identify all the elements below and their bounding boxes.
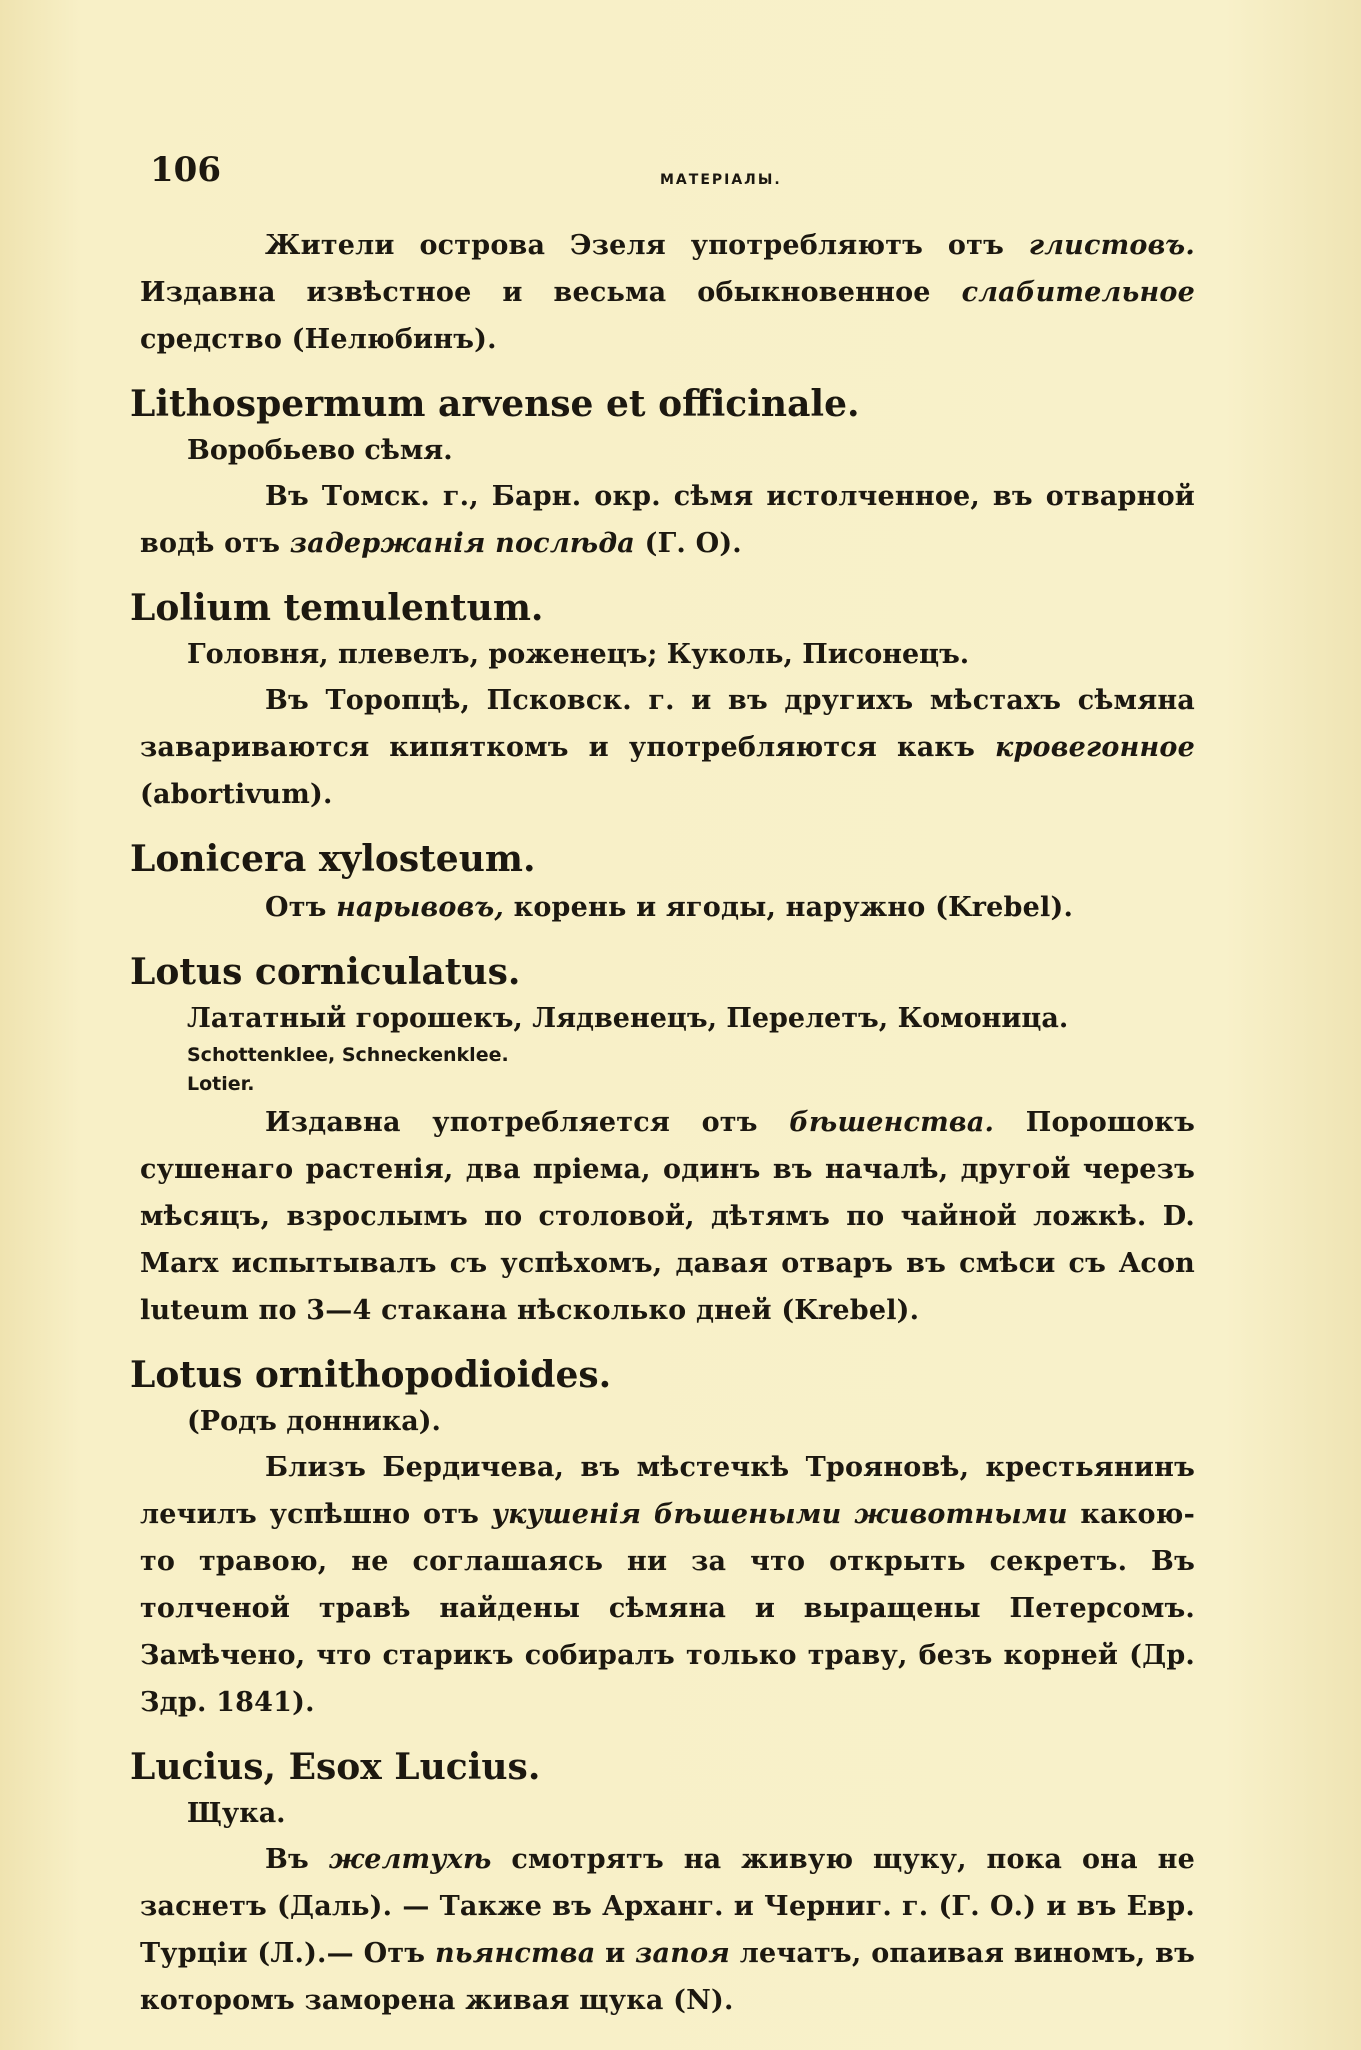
italic-text: задержанія послѣда [289, 528, 635, 559]
entry-body [140, 1836, 1195, 2024]
italic-text: слабительное [961, 277, 1195, 308]
text-run: Жители острова Эзеля употребляютъ отъ [265, 230, 1029, 261]
italic-text: глистовъ. [1028, 230, 1195, 261]
italic-text: желтухѣ [328, 1844, 492, 1875]
text-run: Порошокъ сушенаго растенія, два пріема, одинъ въ началѣ, другой черезъ мѣсяцъ, взрослымъ по столовой, дѣтямъ по чайной ложкѣ. D. Marx испытывалъ съ успѣхомъ, давая отваръ въ смѣси съ Acon luteum по 3—4 стакана нѣсколько дней (Krebel). [140, 1107, 1195, 1326]
page-content [130, 222, 1195, 2024]
entry-title: Lotus ornithopodioides. [130, 1354, 612, 1396]
dictionary-entry [130, 1352, 1195, 1726]
text-run: и [595, 1938, 636, 1969]
entry-title: Lolium temulentum. [130, 587, 544, 629]
dictionary-entry [130, 1744, 1195, 2024]
vernacular-names: Головня, плевелъ, роженецъ; Куколь, Писонецъ. [187, 639, 970, 670]
foreign-names: Lotier. [187, 1073, 255, 1095]
running-head: МАТЕРІАЛЫ. [660, 172, 782, 188]
text-run: Въ [265, 1844, 329, 1875]
foreign-names: Schottenklee, Schneckenklee. [187, 1044, 509, 1066]
vernacular-names: Щука. [187, 1798, 286, 1829]
italic-text: пьянства [434, 1938, 596, 1969]
entry-title: Lucius, Esox Lucius. [130, 1746, 541, 1788]
entry-body [140, 677, 1195, 818]
entries-list [130, 381, 1195, 2024]
text-run: Близъ Бердичева, въ мѣстечкѣ Трояновѣ, крестьянинъ лечилъ успѣшно отъ [140, 1452, 1195, 1530]
entry-title: Lotus corniculatus. [130, 951, 521, 993]
italic-text: нарывовъ, [336, 892, 505, 923]
entry-body [140, 884, 1195, 931]
dictionary-entry [130, 381, 1195, 567]
entry-title: Lithospermum arvense et officinale. [130, 383, 860, 425]
text-run: (Г. О). [635, 528, 742, 559]
dictionary-entry [130, 949, 1195, 1334]
vernacular-names: (Родъ донника). [187, 1406, 441, 1437]
italic-text: укушенія бѣшеными животными [491, 1499, 1068, 1530]
italic-text: кровегонное [994, 732, 1195, 763]
dictionary-entry [130, 836, 1195, 931]
text-run: смотрятъ на живую щуку, пока она не заснетъ (Даль). — Также въ Арханг. и Черниг. г. (Г. О.) и въ Евр. Турціи (Л.).— Отъ [140, 1844, 1195, 1969]
text-run: (abortivum). [140, 779, 333, 810]
italic-text: запоя [635, 1938, 730, 1969]
text-run: какою-то травою, не соглашаясь ни за что открыть секретъ. Въ толченой травѣ найдены сѣмяна и выращены Петерсомъ. Замѣчено, что старикъ собиралъ только траву, безъ корней (Др. Здр. 1841). [140, 1499, 1195, 1718]
text-run: средство (Нелюбинъ). [140, 324, 497, 355]
page-number: 106 [150, 150, 221, 190]
entry-body [140, 1444, 1195, 1726]
vernacular-names: Лататный горошекъ, Лядвенецъ, Перелетъ, Комоница. [187, 1003, 1069, 1034]
text-run: Въ Томск. г., Барн. окр. сѣмя истолченное, въ отварной водѣ отъ [140, 481, 1195, 559]
vernacular-names: Воробьево сѣмя. [187, 435, 453, 466]
dictionary-entry [130, 585, 1195, 818]
text-run: корень и ягоды, наружно (Krebel). [504, 892, 1074, 923]
entry-body [140, 1099, 1195, 1334]
text-run: Издавна извѣстное и весьма обыкновенное [140, 277, 962, 308]
entry-body [140, 473, 1195, 567]
text-run: Издавна употребляется отъ [265, 1107, 790, 1138]
entry-title: Lonicera xylosteum. [130, 838, 536, 880]
intro-paragraph [140, 222, 1195, 363]
text-run: лечатъ, опаивая виномъ, въ которомъ заморена живая щука (N). [140, 1938, 1195, 2016]
text-run: Въ Торопцѣ, Псковск. г. и въ другихъ мѣстахъ сѣмяна завариваются кипяткомъ и употребляются какъ [140, 685, 1195, 763]
text-run: Отъ [265, 892, 337, 923]
italic-text: бѣшенства. [789, 1107, 995, 1138]
page-header [150, 150, 1230, 190]
